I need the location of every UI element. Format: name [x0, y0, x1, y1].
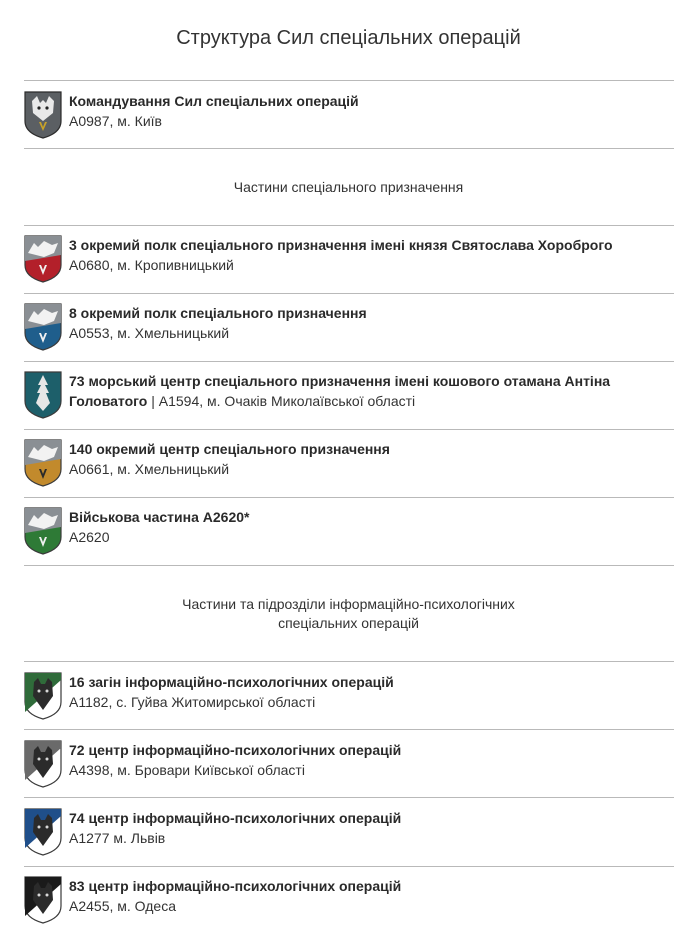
wolf-emblem-gold-icon — [24, 439, 62, 487]
divider — [24, 293, 674, 294]
unit-name: 74 центр інформаційно-психологічних операцій — [69, 810, 402, 826]
unit-item[interactable] — [24, 439, 674, 489]
divider — [24, 80, 674, 81]
divider — [24, 661, 674, 662]
unit-name: 16 загін інформаційно-психологічних операцій — [69, 674, 394, 690]
section-heading-text: Частини спеціального призначення — [233, 179, 464, 195]
divider — [24, 497, 674, 498]
unit-detail: А1182, с. Гуйва Житомирської області — [69, 694, 316, 710]
separator: | — [147, 393, 159, 409]
ipso-emblem-green-icon — [24, 672, 62, 720]
unit-detail: А0680, м. Кропивницький — [69, 257, 234, 273]
unit-detail: А4398, м. Бровари Київської області — [69, 762, 305, 778]
divider — [24, 565, 674, 566]
unit-item[interactable] — [24, 371, 674, 421]
unit-name-line2: Головатого — [69, 393, 148, 409]
unit-name: 72 центр інформаційно-психологічних операцій — [69, 742, 402, 758]
divider — [24, 866, 674, 867]
divider — [24, 148, 674, 149]
unit-detail: А1594, м. Очаків Миколаївської області — [158, 393, 416, 409]
wolf-emblem-green-icon — [24, 507, 62, 555]
divider — [24, 361, 674, 362]
divider — [24, 429, 674, 430]
wolf-emblem-teal-icon — [24, 371, 62, 419]
section-heading — [0, 178, 693, 197]
unit-name: 3 окремий полк спеціального призначення імені князя Святослава Хороброго — [69, 237, 613, 253]
page-title: Структура Сил спеціальних операцій — [176, 27, 521, 49]
unit-item[interactable] — [24, 808, 674, 858]
unit-detail: А2455, м. Одеса — [69, 898, 176, 914]
unit-name: 73 морський центр спеціального призначення імені кошового отамана Антіна — [69, 373, 611, 389]
section-heading-line2: спеціальних операцій — [278, 615, 419, 631]
unit-detail: А0987, м. Київ — [69, 113, 162, 129]
unit-command[interactable] — [24, 91, 674, 141]
unit-name: 8 окремий полк спеціального призначення — [69, 305, 367, 321]
unit-item[interactable] — [24, 235, 674, 285]
unit-detail: А0553, м. Хмельницький — [69, 325, 230, 341]
wolf-emblem-red-icon — [24, 235, 62, 283]
unit-item[interactable] — [24, 507, 674, 557]
ipso-emblem-blue-icon — [24, 808, 62, 856]
divider — [24, 225, 674, 226]
unit-item[interactable] — [24, 672, 674, 722]
section-heading-line1: Частини та підрозділи інформаційно-психологічних — [182, 596, 515, 612]
unit-name: 83 центр інформаційно-психологічних операцій — [69, 878, 402, 894]
unit-detail: А1277 м. Львів — [69, 830, 166, 846]
unit-name: Військова частина А2620* — [69, 509, 250, 525]
unit-detail: А0661, м. Хмельницький — [69, 461, 230, 477]
unit-name: 140 окремий центр спеціального призначення — [69, 441, 390, 457]
wolf-emblem-blue-icon — [24, 303, 62, 351]
sso-command-emblem-icon — [24, 91, 62, 139]
divider — [24, 797, 674, 798]
unit-item[interactable] — [24, 740, 674, 790]
unit-name: Командування Сил спеціальних операцій — [69, 93, 359, 109]
section-heading — [0, 595, 693, 633]
unit-detail: А2620 — [69, 529, 110, 545]
unit-item[interactable] — [24, 303, 674, 353]
unit-item[interactable] — [24, 876, 674, 926]
ipso-emblem-grey-icon — [24, 740, 62, 788]
divider — [24, 729, 674, 730]
